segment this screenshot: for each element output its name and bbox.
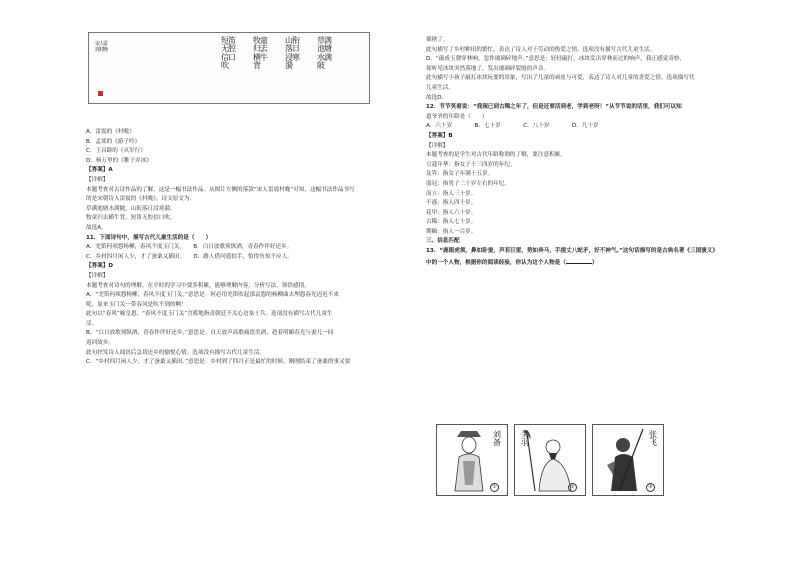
calligraphy-inscription: 宋人雷震村晚 <box>95 41 108 53</box>
right-text-line: 及笄：指女子年满十五岁。 <box>426 171 494 178</box>
left-text-line: D．杨万里的《稚子弄冰》 <box>86 157 152 164</box>
answer-close-paren: ） <box>591 259 598 266</box>
right-text-line: 古稀：指人七十岁。 <box>426 219 477 226</box>
figure-guan-yu <box>514 424 586 496</box>
right-text-line: 插秧了。 <box>426 37 449 43</box>
right-text-line: 12．节节笑着说：“我现已到古稀之年了，但是还要活到老，学到老呀！”从节节说的话里，我们可以知 <box>426 104 682 111</box>
right-text-line: 豆蔻年华：指女子十三四岁的年纪。 <box>426 161 516 168</box>
calligraphy-column: 牧童归去横牛背 <box>253 36 267 71</box>
left-text-line: A．“羌笛何须怨杨柳，春风不度玉门关。”意思是：何必用羌笛吹起那哀怨的杨柳曲去埋怨春光迟迟不来 <box>86 292 339 299</box>
q13-line: 中的一个人物，根据你的阅读经验，你认为这个人物是（ <box>426 259 566 266</box>
left-text-line: 11．下面诗句中，描写古代儿童生活的是（ ） <box>86 234 212 241</box>
right-text-line: 而立：指人三十岁。 <box>426 190 477 197</box>
figure-name-guan-yu: 关羽 <box>521 430 529 447</box>
left-text-line: 本题考查对诗句的理解。在平时的学习中要多积累，能够理解内容，分析写法，领悟感情。 <box>86 282 310 289</box>
right-text-line: 弱冠：指男子二十岁左右的年纪。 <box>426 180 510 187</box>
right-column <box>426 36 732 268</box>
left-text-line: A．雷震的《村晚》 <box>86 129 135 135</box>
right-text-line: A．六十岁 B．七十岁 C．八十岁 D．九十岁 <box>426 123 599 130</box>
figure-liu-bei <box>436 424 508 496</box>
calligraphy-column: 山衔落日浸寒漪 <box>285 36 299 71</box>
calligraphy-column: 草满池塘水满陂 <box>317 36 331 71</box>
figure-name-zhang-fei: 张飞 <box>649 430 657 447</box>
left-text-line: 呢，原来玉门关一带春风是吹不到的啊！ <box>86 301 187 308</box>
figure-zhang-fei <box>592 424 664 496</box>
figure-number-2: ② <box>568 483 577 492</box>
left-text-line: B．“白日放歌须纵酒，青春作伴好还乡。”意思是：白天放声高歌痛饮美酒，趁着明媚春光与妻儿一同 <box>86 330 334 337</box>
right-text-line: 故选D。 <box>426 94 448 101</box>
right-text-line <box>426 257 732 269</box>
left-text-line: A．羌笛何须怨杨柳，春风不度玉门关。 B．白日放歌须纵酒，青春作伴好还乡。 <box>86 244 293 251</box>
left-text-line: B．孟郊的《游子吟》 <box>86 138 141 145</box>
left-text-line: 故选A。 <box>86 224 107 231</box>
right-text-line: 本题考查的是学生对古代年龄称谓的了解，要注意积累。 <box>426 152 566 159</box>
seal-stamp <box>98 91 103 96</box>
left-text-line: 此句抒发诗人闻讯后急切还乡的愉悦心情。选项没有描写古代儿童生活。 <box>86 349 266 356</box>
left-text-line: 的是宋朝诗人雷震的《村晚》。诗文原文为： <box>86 196 196 203</box>
left-text-line: 草满池塘水满陂，山衔落日浸寒漪。 <box>86 205 176 212</box>
right-text-line: 【答案】B <box>426 132 453 139</box>
right-text-line: D．“敲成玉磬穿林响，忽作玻璃碎地声。”意思是：轻轻敲打，冰块发出穿林而过的响声，我正感觉奇妙， <box>426 56 686 63</box>
left-text-line: C．“乡村四月闲人少，才了蚕桑又插田。”意思是：乡村到了四月正是最忙的时候，刚刚结束了蚕桑的事又要 <box>86 359 351 366</box>
right-text-line: 儿童生活。 <box>426 84 454 91</box>
figure-number-3: ③ <box>646 483 655 492</box>
left-text-line: C．乡村四月闲人少，才了蚕桑又插田。 D．路人借问遥招手，怕得鱼惊不应人。 <box>86 253 293 260</box>
left-text-line: 本题考查对古诗作品的了解。这是一幅书法作品。从图片左侧的落款“宋人雷震村晚”可知，这幅书法作品书写 <box>86 186 355 193</box>
left-text-line: C．王昌龄的《从军行》 <box>86 148 146 155</box>
calligraphy-columns <box>209 33 369 103</box>
right-text-line: 却听见冰块突然落地了，发出玻璃碎裂般的声音。 <box>426 65 550 72</box>
figure-number-1: ① <box>490 483 499 492</box>
right-text-line: 此句描写小孩子敲打冰块玩耍的景象，写出了儿童的顽皮与可爱，表达了诗人对儿童的喜爱之情。选项描写代 <box>426 75 695 82</box>
left-text-line: 【答案】A <box>86 167 113 174</box>
right-text-line: 13．“鹿眼虎须，鼻如卧蚕，声若巨雷，势如奔马，手提丈八蛇矛，好不神气。”这句话描写的是古典名著《三国演义》 <box>426 248 719 255</box>
character-figures <box>436 424 662 494</box>
calligraphy-column: 短笛无腔信口吹 <box>221 36 235 71</box>
left-text-line: 【详解】 <box>86 176 109 183</box>
left-column <box>86 128 386 368</box>
figure-name-liu-bei: 刘备 <box>493 430 501 447</box>
left-text-line: 活。 <box>86 320 98 327</box>
right-text-line: 【详解】 <box>426 142 449 149</box>
right-text-line: 花甲：指人六十岁。 <box>426 209 477 216</box>
left-text-line: 【答案】D <box>86 263 114 270</box>
right-text-line: 三、信息匹配 <box>426 238 460 245</box>
right-text-line: 道爷爷的年龄是（ ） <box>426 113 488 120</box>
left-text-line: 牧童归去横牛背，短笛无腔信口吹。 <box>86 215 176 222</box>
right-text-line: 此句描写了乡村种田的繁忙，表达了诗人对于劳动的热爱之情。选项没有描写古代儿童生活。 <box>426 46 656 53</box>
right-text-line: 不惑：指人四十岁。 <box>426 200 477 207</box>
left-text-line: 【详解】 <box>86 272 109 279</box>
left-text-line: 此句以“春风”喻皇恩，“春风不度玉门关”含蓄地指责朝廷不关心边塞士兵。选项没有描写古代儿童生 <box>86 311 333 318</box>
answer-blank[interactable] <box>566 257 592 264</box>
calligraphy-image <box>88 32 370 104</box>
right-text-line: 期颐：指人一百岁。 <box>426 228 477 235</box>
left-text-line: 返回故乡。 <box>86 340 114 347</box>
